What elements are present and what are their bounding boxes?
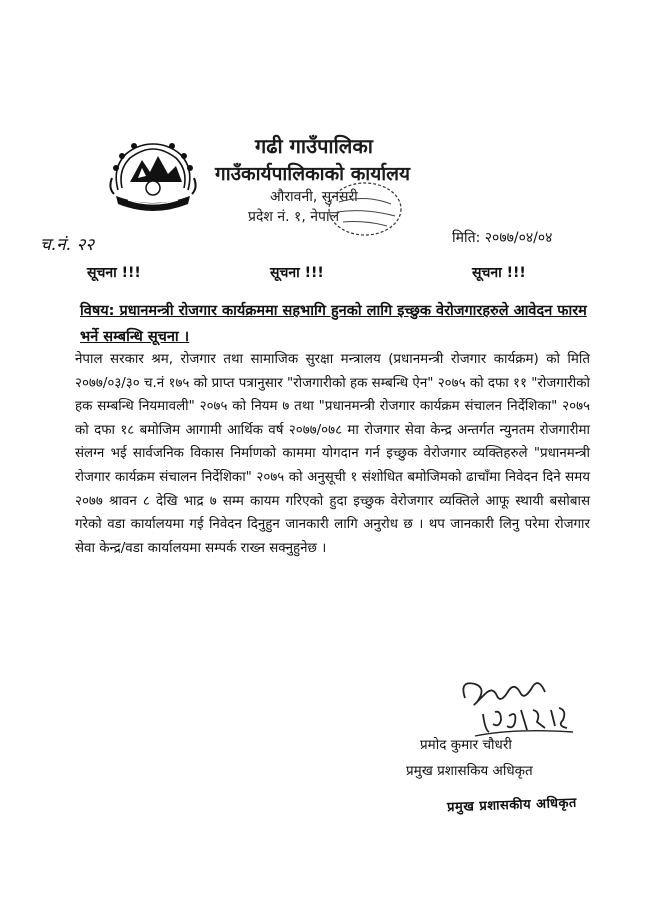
handwritten-signature-icon <box>455 670 585 740</box>
notice-heading-2: सूचना !!! <box>270 265 324 281</box>
notice-heading-1: सूचना !!! <box>87 265 141 281</box>
letter-date: मिति: २०७७/०४/०४ <box>452 230 553 246</box>
province-line: प्रदेश नं. १, नेपाल <box>248 209 340 225</box>
office-name: गाउँकार्यपालिकाको कार्यालय <box>215 163 411 185</box>
municipality-name: गढी गाउँपालिका <box>255 134 373 158</box>
notice-heading-3: सूचना !!! <box>472 265 526 281</box>
signatory-title: प्रमुख प्रशासकिय अधिकृत <box>406 763 533 779</box>
designation-seal: प्रमुख प्रशासकीय अधिकृत <box>446 795 578 816</box>
government-emblem-icon <box>108 138 198 220</box>
office-stamp-icon <box>325 178 405 240</box>
office-location: औरावनी, सुनसरी <box>270 189 358 205</box>
notice-body: नेपाल सरकार श्रम, रोजगार तथा सामाजिक सुरक्षा मन्त्रालय (प्रधानमन्त्री रोजगार कार्यक्रम) को मिति २०७७/०३/३० च.नं १७५ को प्राप्त पत्रानुसार "रोजगारीको हक सम्बन्धि ऐन" २०७५ को दफा ११ "रोजगारीको हक सम्बन्धि नियमावली" २०७५ को नियम ७ तथा "प्रधानमन्त्री रोजगार कार्यक्रम संचालन निर्देशिका" २०७५ को दफा १८ बमोजिम आगामी आर्थिक वर्ष २०७७/०७८ मा रोजगार सेवा केन्द्र अन्तर्गत न्युनतम रोजगारीमा संलग्न भई सार्वजनिक विकास निर्माणको काममा योगदान गर्न इच्छुक वेरोजगार व्यक्तिहरुले "प्रधानमन्त्री रोजगार कार्यक्रम संचालन निर्देशिका" २०७५ को अनुसूची १ संशोधित बमोजिमको ढाचाँमा निवेदन दिने समय २०७७ श्रावन ८ देखि भाद्र ७ सम्म कायम गरिएको हुदा इच्छुक वेरोजगार व्यक्तिले आफू स्थायी बसोबास गरेको वडा कार्यालयमा गई निवेदन दिनुहुन जानकारी लागि अनुरोध छ । थप जानकारी लिनु परेमा रोजगार सेवा केन्द्र/वडा कार्यालयमा सम्पर्क राख्न सक्नुहुनेछ । <box>75 352 590 556</box>
subject-line: विषय: प्रधानमन्त्री रोजगार कार्यक्रममा सहभागि हुनको लागि इच्छुक वेरोजगारहरुले आवेदन फारम भर्ने सम्बन्धि सूचना । <box>80 303 587 345</box>
reference-number: च.नं. २२ <box>40 235 95 255</box>
signatory-name: प्रमोद कुमार चौधरी <box>420 737 512 753</box>
